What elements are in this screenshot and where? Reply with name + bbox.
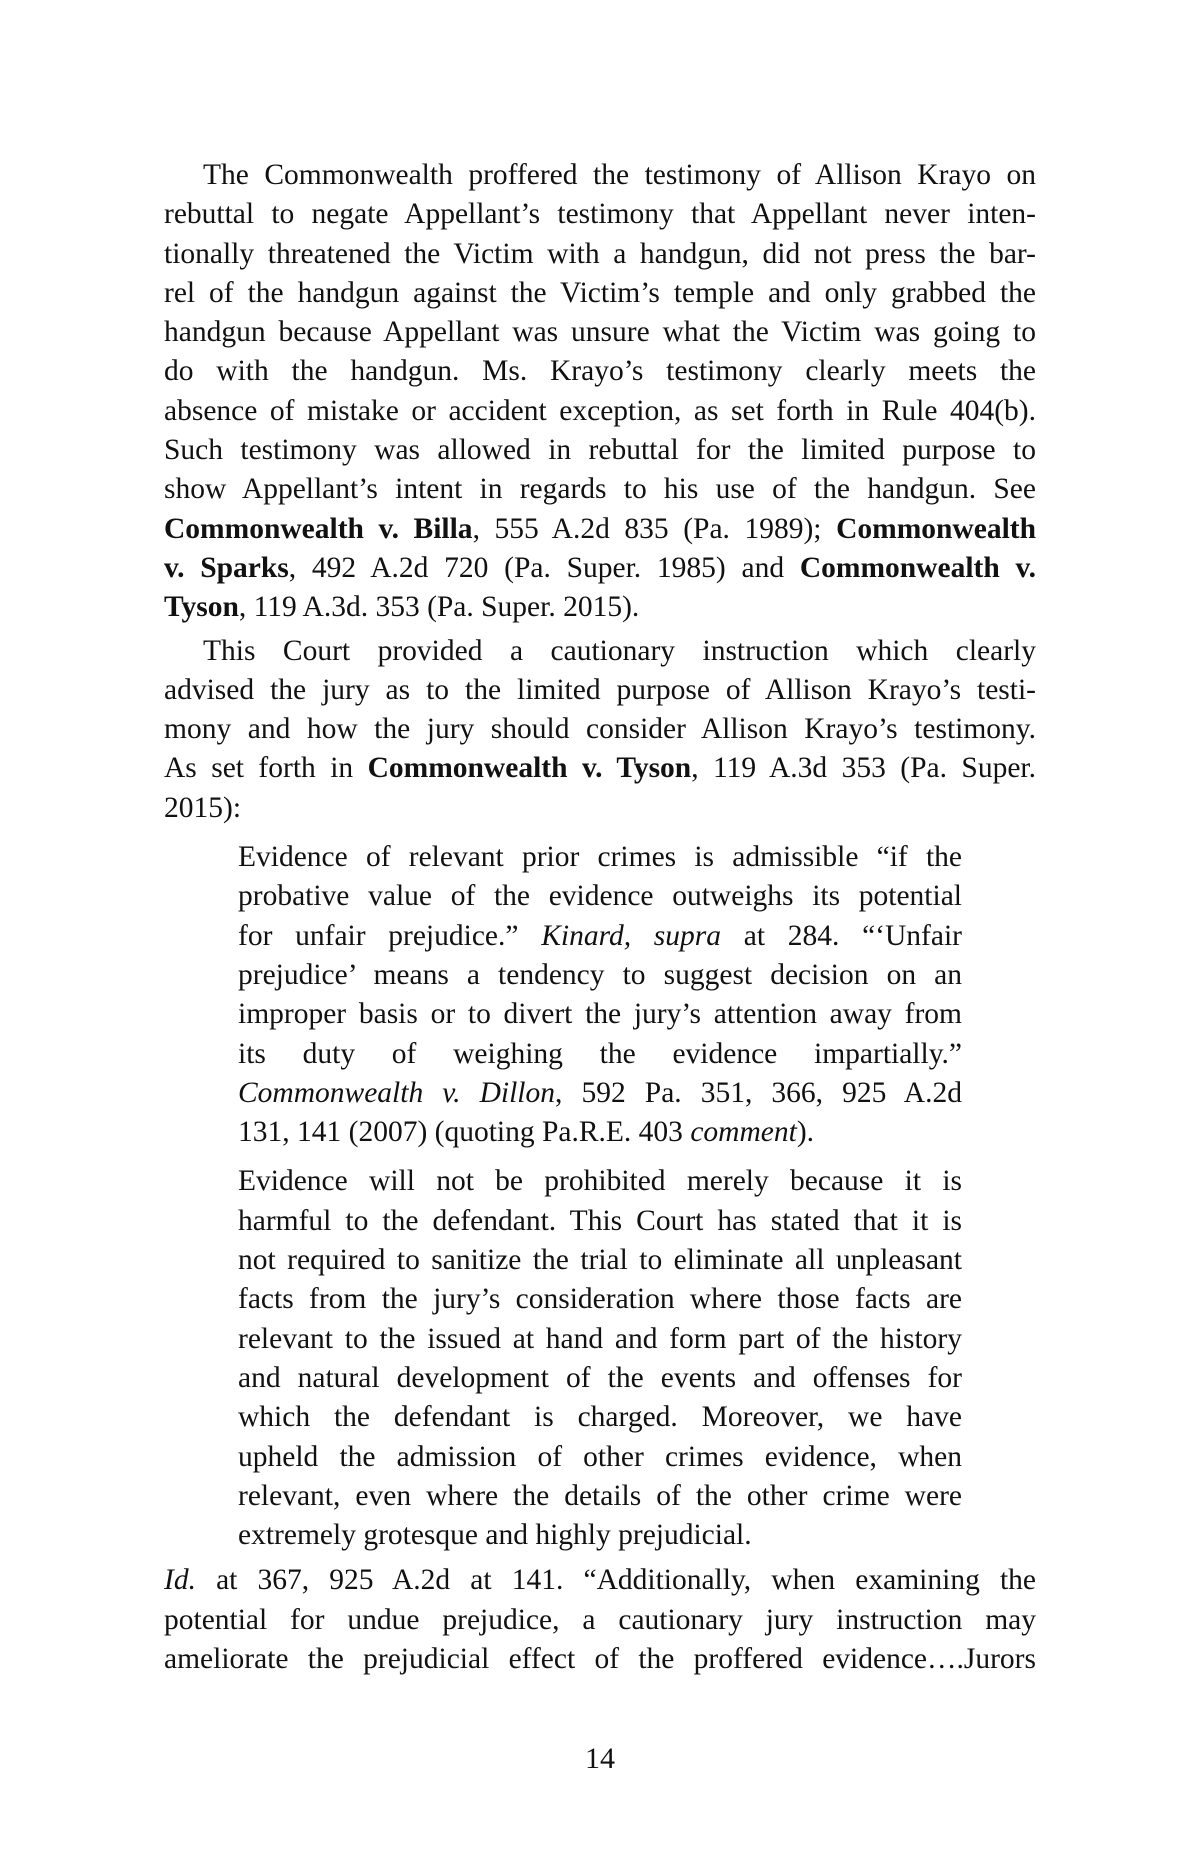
text-line: mony and how the jury should consider Allison Krayo’s testimony.: [164, 713, 1036, 746]
block-quote-1: [238, 838, 962, 1152]
citation-text: , 119 A.3d 353 (Pa. Super.: [691, 752, 1036, 785]
text-span: for unfair prejudice.”: [238, 919, 542, 952]
text-line: [164, 1561, 1036, 1600]
case-citation: Commonwealth v. Billa: [164, 512, 473, 545]
quote-line: and natural development of the events and offenses for: [238, 1361, 962, 1394]
case-citation: Kinard, supra: [541, 919, 722, 952]
case-citation: Tyson: [164, 591, 239, 624]
text-span: at 284. “‘Unfair: [721, 919, 962, 952]
citation-text: 131, 141 (2007) (quoting Pa.R.E. 403: [238, 1116, 691, 1149]
paragraph-2: [164, 632, 1036, 828]
citation-italic: Id.: [164, 1564, 196, 1597]
quote-line: extremely grotesque and highly prejudicial.: [238, 1519, 752, 1552]
paragraph-1: [164, 156, 1036, 628]
quote-line: Evidence will not be prohibited merely because it is: [238, 1165, 962, 1198]
quote-line: its duty of weighing the evidence impartially.”: [238, 1037, 962, 1070]
text-line: do with the handgun. Ms. Krayo’s testimony clearly meets the: [164, 355, 1036, 388]
text-line: rel of the handgun against the Victim’s temple and only grabbed the: [164, 276, 1036, 309]
text-line: show Appellant’s intent in regards to his use of the handgun. See: [164, 473, 1036, 506]
page-number: 14: [585, 1742, 615, 1775]
block-quote-2: [238, 1162, 962, 1555]
quote-line: [238, 1074, 962, 1113]
text-line: [164, 510, 1036, 549]
quote-line: relevant, even where the details of the other crime were: [238, 1479, 962, 1512]
quote-line: improper basis or to divert the jury’s attention away from: [238, 998, 962, 1031]
text-line: This Court provided a cautionary instruction which clearly: [203, 634, 1036, 667]
quote-line: which the defendant is charged. Moreover, we have: [238, 1401, 962, 1434]
text-line: Such testimony was allowed in rebuttal for the limited purpose to: [164, 434, 1036, 467]
quote-line: prejudice’ means a tendency to suggest decision on an: [238, 958, 962, 991]
quote-line: [238, 917, 962, 956]
paragraph-3: [164, 1561, 1036, 1679]
document-page: [164, 156, 1036, 1679]
text-line: [164, 749, 1036, 788]
citation-italic: comment: [690, 1116, 797, 1149]
quote-line: not required to sanitize the trial to eliminate all unpleasant: [238, 1244, 962, 1277]
case-citation: Commonwealth v.: [799, 551, 1036, 584]
case-citation: Commonwealth: [836, 512, 1036, 545]
text-line: handgun because Appellant was unsure what the Victim was going to: [164, 316, 1036, 349]
quote-line: relevant to the issued at hand and form part of the history: [238, 1322, 962, 1355]
quote-line: upheld the admission of other crimes evidence, when: [238, 1440, 962, 1473]
text-line: ameliorate the prejudicial effect of the proffered evidence….Jurors: [164, 1642, 1036, 1675]
text-line: [164, 588, 1036, 627]
text-line: 2015):: [164, 791, 242, 824]
citation-text: , 492 A.2d 720 (Pa. Super. 1985) and: [288, 551, 800, 584]
text-line: tionally threatened the Victim with a handgun, did not press the bar-: [164, 237, 1036, 270]
quote-line: harmful to the defendant. This Court has stated that it is: [238, 1204, 962, 1237]
text-line: rebuttal to negate Appellant’s testimony that Appellant never inten-: [164, 198, 1036, 231]
text-span: at 367, 925 A.2d at 141. “Additionally, when examining the: [195, 1564, 1036, 1597]
quote-line: [238, 1113, 962, 1152]
text-line: absence of mistake or accident exception, as set forth in Rule 404(b).: [164, 394, 1036, 427]
citation-text: , 592 Pa. 351, 366, 925 A.2d: [555, 1076, 962, 1109]
citation-text: , 119 A.3d. 353 (Pa. Super. 2015).: [238, 591, 640, 624]
case-citation: Commonwealth v. Dillon: [238, 1076, 556, 1109]
text-line: advised the jury as to the limited purpose of Allison Krayo’s testi-: [164, 673, 1036, 706]
case-citation: Commonwealth v. Tyson: [367, 752, 692, 785]
text-line: The Commonwealth proffered the testimony of Allison Krayo on: [203, 159, 1036, 191]
quote-line: facts from the jury’s consideration where those facts are: [238, 1283, 962, 1316]
text-line: [164, 549, 1036, 588]
citation-text: ).: [796, 1116, 815, 1149]
text-span: As set forth in: [164, 752, 368, 785]
quote-line: probative value of the evidence outweighs its potential: [238, 880, 962, 913]
quote-line: Evidence of relevant prior crimes is admissible “if the: [238, 841, 962, 874]
text-line: potential for undue prejudice, a cautionary jury instruction may: [164, 1603, 1036, 1636]
case-citation: v. Sparks: [164, 551, 289, 584]
citation-text: , 555 A.2d 835 (Pa. 1989);: [472, 512, 837, 545]
